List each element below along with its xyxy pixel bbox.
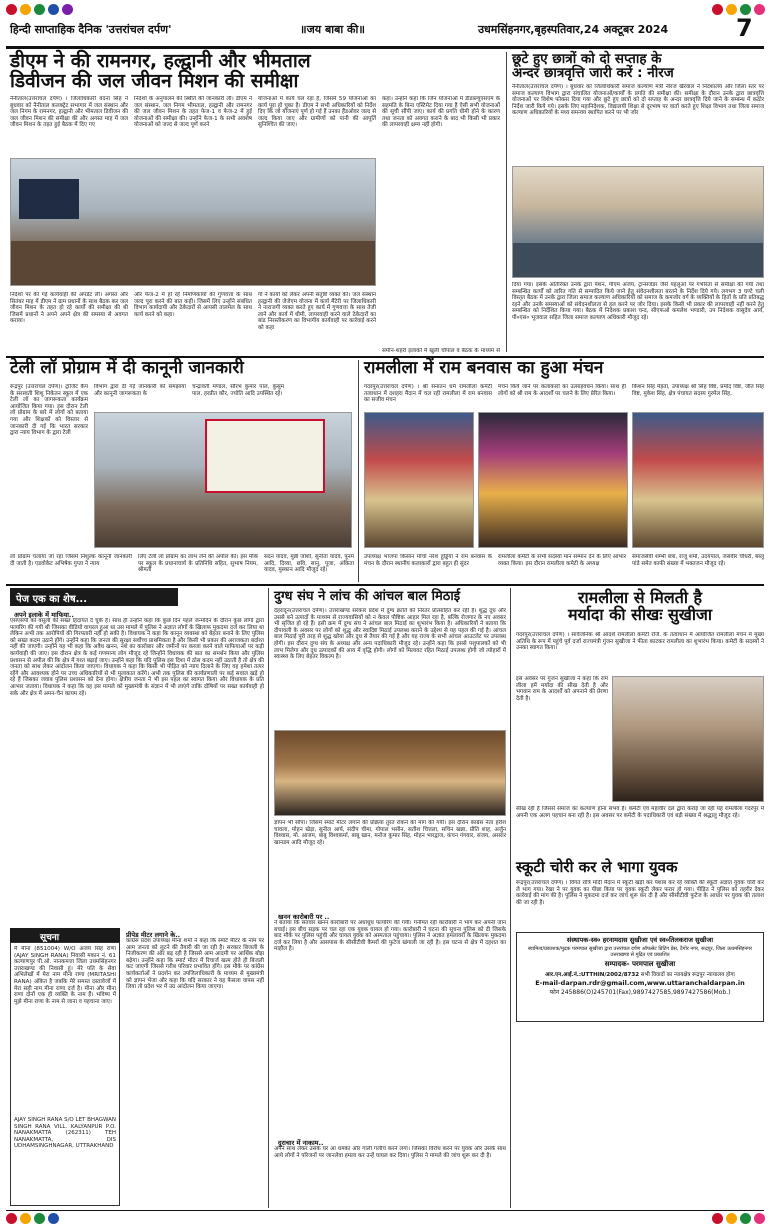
color-dot (34, 1213, 45, 1224)
telelaw-photo (94, 412, 352, 548)
scooty-text: रूद्रपुर(उत्तरांचल दर्पण) । विगत रात्रि मोदी मैदान में स्कूटी खड़ी कर पेशाब कर रहे व्यक्ति की स्कूटी अज्ञात युवक चोरी कर ले भाग गया। रेखा ने पर युवक का पीछा किया पर युवक स्कूटी लेकर फरार हो गया। पीड़ित ने पुलिस को तहरीर देकर कार्रवाई की मांग की है। पुलिस ने मुकदमा दर्ज कर जांच शुरू कर दी है और सीसीटीवी फुटेज के आधार पर युवक की तलाश की जा रही है। (516, 880, 764, 906)
page-number: 7 (736, 14, 753, 42)
imprint-founders (519, 935, 761, 944)
scooty-headline: स्कूटी चोरी कर ले भागा युवक (516, 858, 678, 876)
paper-name: हिन्दी साप्ताहिक दैनिक 'उत्तरांचल दर्पण' (10, 23, 172, 36)
ramleela-text-6: समाजसेवी शम्भी बत्रा, राजू शर्मा, उदयपाल, जसवीर चौधरी, बब्लू पांडे समेत काफी संख्या में भक्तजन मौजूद रहे। (632, 554, 764, 567)
ramleela-text-4: उपाध्यक्ष भाजपा किसान मोर्चा नरेश हुड्डिया ने राम बनवास के मंचन के दौरान स्थानीय कलाकारों द्वारा बहुत ही सुंदर (364, 554, 492, 567)
color-dot (34, 4, 45, 15)
imprint-jurisdiction: सभी विवादों का न्यायक्षेत्र रूद्रपुर न्यायालय होगा (640, 972, 735, 978)
dm-text-col3: योजनाओं में कार्य चल रहा है, जिसमें 59 योजनाओं का कार्य पूरा हो चुका है। डीएम ने सभी अधिकारियों को निर्देश दिए कि जो योजनाएं पूर्ण हो गई हैं उनका हैंडओवर जल्द से जल्द किया जाए और ग्रामीणों को पानी की आपूर्ति सुनिश्चित की जाए। (258, 96, 376, 129)
ramleela-photo-1 (364, 412, 474, 548)
scholarship-text-1: नैनीताल(उत्तरांचल दर्पण) । बुधवार को जिलाधिकारी समाज कल्याण मंत्री नीरज खैरवाल ने निदेशालय और जिला स्तर पर समाज कल्याण विभाग द्वारा संचालित योजनाओं/कार्यों के प्रगति की समीक्षा की। समीक्षा के दौरान उनके द्वारा छात्रवृत्ति योजनाओं पर विशेष फोकस दिया गया और छूटे हुए छात्रों को दो सप्ताह के अन्दर छात्रवृत्ति दिये जाने के सम्बन्ध में कठोर निर्देश जारी किये गये। इसके लिए महानिदेशक, विद्यालयी शिक्षा से दूरभाष पर वार्ता करते हुए शिक्षा विभाग तथा जिला समाज कल्याण अधिकारियों के मध्य समन्वय स्थापित करने पर भी जोर (512, 84, 764, 117)
color-dot (754, 1213, 765, 1224)
imprint-publisher: स्वामित्व/प्रकाशक/मुद्रक परमपाल सुखीजा द्वारा उत्तरांचल दर्पण ऑफसेट प्रिटिंग प्रेस, टैगोर नगर, रूद्रपुर, जिला ऊधमसिंहनगर उत्तराखण्ड से मुद्रित एवं प्रकाशित (527, 946, 753, 958)
doodh-text-4: अपने साथ लेकर उसके घर आ धमका और गाली गलौच करने लगा। जिसका विरोध करने पर युवक और उसके साथ आये लोगों ने परिजनों पर जानलेवा हमला कर उन्हें घायल कर दिया। पुलिस ने मामले की जांच शुरू कर दी है। (274, 1146, 506, 1159)
imprint-phone: फोन 245886(O)245701(Fax),9897427585,9897427586(Mob.) (549, 989, 731, 996)
telelaw-text-3: विभाग द्वारा दी गई जानकारी को समझाया और कानूनी जागरूकता के (94, 384, 186, 397)
telelaw-text-4: लिए टेली लॉ प्रोग्राम का लाभ लेने की अपील की। इस मौके पर स्कूल के प्रधानाचार्य के प्रतिनिधि सहित, सुभाष नियम, श्रीमती (138, 554, 258, 574)
suchna-box (10, 942, 120, 1206)
screen-shape (19, 179, 79, 219)
suchna-text: मैं मीना (851004) W/O अजय सिंह राणा (AJAY SINGH RANA) निवासी मकान नं. 61 कल्याणपुर पी.ओ. नानकमत्ता जिला उधमसिंहनगर उत्तराखण्ड की निवासी हूं। मेरे पति के सेवा अभिलेखों में मेरा नाम मीना राणा (MRITASHI RANA) अंकित है जबकि मेरे समस्त दस्तावेजों में मेरा सही नाम मीना राणा दर्ज है। मीना और मीना राणा दोनों एक ही व्यक्ति के नाम हैं। भविष्य में मुझे मीना राणा के नाम से जाना व पहचाना जाए। (14, 946, 116, 1005)
scholarship-headline (512, 52, 762, 80)
color-dot (740, 1213, 751, 1224)
imprint-email: E-mail-darpan.rdr@gmail.com,www.uttaranchaldarpan.in (535, 979, 745, 987)
imprint-box (516, 932, 764, 1022)
color-dot (6, 4, 17, 15)
doodh-text-2: ज्ञापन भी सौंपा। जिसमें स्मार्ट मीटर लगाने की प्रक्रिया तुरंत रोकने की मांग की गयी। इस दौरान कांग्रेस नेता हरीश चावला, मोहन खेड़ा, सुनील आर्य, संदीप चीमा, गोपाल भसीन, सतीश चित्तला, सचिन खन्ना, प्रीति शाह, अर्जुन विश्वास, मो. आजम, बाबू विश्वकर्मा, बाबू खान, मनोज कुमार सिंह, मोहन भारद्वाज, कंचन गंगवार, संजय, असरार खानडम आदि मौजूद रहे। (274, 820, 506, 846)
color-dot (62, 4, 73, 15)
section-rule (6, 584, 764, 586)
masthead-rule (6, 46, 764, 49)
dm-headline-line1: डीएम ने की रामनगर, हल्द्वानी और भीमताल (10, 50, 311, 72)
ramleela-photo-2 (478, 412, 628, 548)
telelaw-text-6: संदन यादव, मुन्नी जोशी, सुनीता यादव, पूनम आदि, दिव्या, छवि, सानु, पूजा, अंकिता यादव, मुस्कान आदि मौजूद रहे। (264, 554, 354, 574)
imprint-rni-number: आर.एन.आई.नं.:UTTHIN/2002/8732 (545, 972, 640, 978)
dm-meeting-photo (10, 158, 376, 286)
doodh-text-3: ने बताया कि सतवार खनन कारोबारी पर अंधाधुंध फायरिंग की गयी। गनीमत रही कारोबारी ने भाग कर अपनी जान बचाई। इस बीच सड़क पर चल रहा एक युवक घायल हो गया। कारोबारी ने घटना की सूचना पुलिस को दी जिसके बाद मौके पर पुलिस पहुंची और घायल युवक को अस्पताल पहुंचाया। पुलिस ने अज्ञात हमलावरों के खिलाफ मुकदमा दर्ज कर लिया है और आसपास के सीसीटीवी कैमरों की फुटेज खंगाली जा रही है। इस घटना से क्षेत्र में दहशत का माहौल है। (274, 920, 506, 953)
peja-bar-label: पेज एक का शेष... (16, 594, 88, 605)
color-dot (726, 1213, 737, 1224)
dm-text-col7: गों ने कार्यों को लेकर अपनी संतुष्टि व्यक्त की। जल संस्थान हल्द्वानी की जेजेएम योजना में कार्य मैंटेरी पर जिलाधिकारी ने नाराजगी व्यक्त करते हुए कार्य में गुणवत्ता के साथ तेजी लाने और कार्य में धीमी, लापरवाही करने वाले ठेकेदारों का बांड निरस्तीकरण का विभागीय कार्यवाही पर कार्रवाई करने को कहा (258, 292, 376, 331)
suchna-bar-label: सूचना (40, 933, 60, 943)
dm-text-col6: और फेज-2 में हो रहे निर्माणकार्यों की गुणवत्ता के साथ जल्द पूरा करने की बात कही। जिसमें लिए उन्होंने संबंधित विभाग कार्यदायी और ठेकेदारों से आपसी तालमेल के साथ कार्य करने को कहा। (134, 292, 252, 318)
ramleela-text-5: रामलीला कमेटी के सभी सदस्यों मान सम्मान देने के लिए आभार व्यक्त किया। इस दौरान रामलीला कमेटी के अध्यक्ष (498, 554, 626, 567)
column-divider (510, 588, 511, 1208)
telelaw-text-2: लॉ प्रोग्राम चलाया जा रहा जिसमें निशुल्क कानूनी जानकारी दी जाती है। एडवोकेट अभिषेक गुप्ता ने न्याय (10, 554, 132, 567)
telelaw-headline: टेली लॉ प्रोग्राम में दी कानूनी जानकारी (10, 358, 244, 378)
suchna-address: AJAY SINGH RANA S/O LET BHAGWAN SINGH RANA VILL. KALYANPUR P.O. NANAKMATTA (262311) TEH NANAKMATTA, DIS UDHAMSINGHNAGAR, UTTRAKHAND (14, 1117, 116, 1150)
scholarship-headline-line1: छूटे हुए छात्रों को दो सप्ताह के (512, 51, 662, 67)
scholarship-headline-line2: अन्दर छात्रवृत्ति जारी करें : नीरज (512, 65, 674, 82)
column-divider (506, 52, 507, 352)
imprint-founder-1: संस्थापक-स्व० हरनामदास सुखीजा (566, 936, 648, 944)
color-dot (712, 4, 723, 15)
maryada-headline-line2: मर्यादा की सीखः सुखीजा (567, 604, 713, 624)
date-line: उधमसिंहनगर,बृहस्पतिवार,24 अक्टूबर 2024 (478, 23, 669, 36)
maryada-headline-line1: रामलीला से मिलती है (577, 588, 703, 607)
dm-text-col2: निर्देशों के अनुपालन की स्थिति की जानकारी ली। डीएम ने जल संस्थान, जल निगम भीमताल, हल्द्वानी और रामनगर की जल जीवन मिशन के तहत फेज-1 व फेज-2 में हुई योजनाओं की समीक्षा की। उन्होंने फेज-1 के सभी अवशेष योजनाओं को जल्द से जल्द पूर्ण करने (134, 96, 252, 129)
table-shape (11, 241, 376, 286)
color-dot (754, 4, 765, 15)
telelaw-text-5: चन्द्रावती मण्डल, सौरभ कुमार पाल, कुसुम पाल, हरप्रीत कौर, ज्योति आदि उपस्थित रहे। (192, 384, 284, 397)
scholarship-photo (512, 166, 764, 278)
column-divider (268, 588, 269, 1208)
maryada-headline (516, 590, 764, 624)
color-dot (20, 1213, 31, 1224)
ramleela-headline: रामलीला में राम बनवास का हुआ मंचन (364, 358, 604, 378)
smartmeter-text: कांग्रेस प्रदेश उपाध्यक्ष मीना शर्मा ने कहा कि स्मार्ट मीटर के नाम पर आम जनता को लूटने की तैयारी की जा रही है। सरकार बिजली के निजीकरण की ओर बढ़ रही है जिससे आम आदमी पर आर्थिक बोझ बढ़ेगा। उन्होंने कहा कि स्मार्ट मीटर में रिचार्ज खत्म होते ही बिजली कट जाएगी जिससे गरीब परिवार प्रभावित होंगे। इस मौके पर कांग्रेस कार्यकर्ताओं ने प्रदर्शन कर उपजिलाधिकारी के माध्यम से मुख्यमंत्री को ज्ञापन भेजा और कहा कि यदि सरकार ने यह फैसला वापस नहीं लिया तो प्रदेश भर में उग्र आंदोलन किया जाएगा। (126, 938, 264, 991)
color-dot (48, 4, 59, 15)
table-shape (513, 243, 764, 278)
imprint-rni (519, 970, 761, 978)
dm-text-col8: समीन-शहरी इलाकों में खुली चौपाल व बैठक के माध्यम से (382, 348, 500, 354)
telelaw-text-1: रूद्रपुर (उत्तरांचल दर्पण)। ट्रांजिट कैंप के सरस्वती शिशु निकेतन स्कूल में एक टेली लॉ का जागरूकता कार्यक्रम आयोजित किया गया। इस दौरान टेली लॉ प्रोग्राम के बारे में लोगों को बताया गया और शिक्षकों को विस्तार से जानकारी दी गई कि भारत सरकार द्वारा न्याय विभाग के द्वारा टेली (10, 384, 88, 437)
dm-headline (10, 52, 500, 92)
maryada-text-3: सीख रही है जिससे समाज का कल्याण होना संभव है। कमेटी एवं महावीर दल द्वारा कराई जा रही यह रामलीला गदरपुर में अपनी एक अलग पहचान बना रही है। इस अवसर पर कमेटी के पदाधिकारी एवं बड़ी संख्या में श्रद्धालु मौजूद रहे। (516, 806, 764, 819)
dm-text-col5: निर्देशों पर की गई कार्यवाही की अपडेट ली। अगस्त और सितंबर माह में डीएम ने ग्राम प्रधानों के साथ बैठक कर जल जीवन मिशन के तहत हो रहे कार्यों की समीक्षा की थी जिसमें प्रधानों ने अपने अपने क्षेत्र की समस्या से अवगत कराया। (10, 292, 128, 325)
peja-text: एसएसपी को वसूली की सख्त हिदायत दे चुके हैं। साथ ही उन्होंने कहा कि कुछ दिन पहले जन्मदिन के दौरान कुछ लोगों द्वारा फायरिंग की गयी थी जिसका वीडियो वायरल हुआ था उस मामले में पुलिस ने अज्ञात लोगों के खिलाफ मुकदमा दर्ज कर लिया था लेकिन अभी तक आरोपियों की गिरफ्तारी नहीं हो सकी है। विधायक ने कहा कि कानून व्यवस्था को बेहतर बनाने के लिए पुलिस को सख्त कदम उठाने होंगे। उन्होंने कहा कि जनता की सुरक्षा सर्वोच्च प्राथमिकता है और किसी भी प्रकार की अराजकता बर्दाश्त नहीं की जाएगी। उन्होंने यह भी कहा कि अवैध खनन, नशे का कारोबार और जमीनों पर कब्जा करने वाले माफियाओं पर कड़ी कार्यवाही की जाए। इस दौरान क्षेत्र के कई गणमान्य लोग मौजूद रहे जिन्होंने विधायक की बात का समर्थन किया और पुलिस प्रशासन से अपील की कि क्षेत्र में गश्त बढ़ाई जाए। उन्होंने कहा कि यदि पुलिस इस दिशा में ठोस कदम नहीं उठाती है तो क्षेत्र की जनता को साथ लेकर आंदोलन किया जाएगा। विधायक ने कहा कि किसी भी पीड़ित को न्याय दिलाने के लिए वह हमेशा तत्पर रहेंगे और आवश्यक होने पर उच्च अधिकारियों से भी मुलाकात करेंगे। अभी तक पुलिस की कार्यप्रणाली पर कई सवाल खड़े हो रहे हैं जिसका जवाब पुलिस प्रशासन को देना होगा। क्षेत्रीय जनता ने भी इस पहल का स्वागत किया और विधायक के प्रति आभार जताया। विधायक ने कहा कि वह इस मामले को मुख्यमंत्री के संज्ञान में भी लाएंगे ताकि दोषियों पर सख्त कार्यवाही हो सके और क्षेत्र में अमन-चैन कायम रहे। (10, 618, 264, 697)
banner-shape (205, 419, 325, 493)
color-dot (6, 1213, 17, 1224)
ramleela-text-2: मंचन किये जाने पर कलाकारों का उत्साहवर्धन किया। साथ ही लोगों को श्री राम के आदर्शों पर चलने के लिए प्रेरित किया। (498, 384, 626, 397)
dm-text-col1: नैनीताल(उत्तरांचल दर्पण) । जिलाधिकारी वंदना सिंह ने बुधवार को नैनीताल कलक्ट्रेट सभागार में जल संस्थान और जल निगम के रामनगर, हल्द्वानी और भीमताल डिवीजन की जल जीवन मिशन की समीक्षा की और अगस्त माह में जल जीवन मिशन के तहत हुई बैठक में दिए गए (10, 96, 128, 129)
suchna-bar (10, 928, 120, 942)
color-dot (48, 1213, 59, 1224)
jai-baba-ki: ॥जय बाबा की॥ (300, 23, 365, 36)
scholarship-text-2: दिया गया। इसके अतिरिक्त उनके द्वारा पेंशन, पीएम अजय, ट्रान्सजेंडर जैसे पहलुओं पर गंभीरता से समीक्षा की गयी तथा सम्बन्धित कार्यों को त्वरित गति से सम्पादित किये जाने हेतु संवेदनशीलता बरतने के निर्देश दिये गये। लगभग 3 घण्टे चली विस्तृत बैठक में उनके द्वारा जिला समाज कल्याण अधिकारियों को समाज के कमजोर वर्ग के व्यक्तियों के हितों के प्रति प्रतिबद्ध रहने और उनके समस्याओं को संवेदनशीलता से हल करने पर जोर दिया। इसके किसी भी प्रकार की लापरवाही नहीं करने हेतु सम्बन्धित को निर्देशित किया गया। बैठक में निदेशक प्रकाश चन्द, सीएफओ कमलेश भण्डारी, उप निदेशक वासुदेव आर्य, पी०एस० भूजवाल सहित जिला समाज कल्याण अधिकारी मौजूद रहे। (512, 282, 764, 321)
masthead (0, 0, 770, 50)
dm-text-col4: कहा। उन्होंने कहा कि जिन योजनाओं में डीडब्ल्यूएसएम के सहमति के बिना एस्टिमेट दिया गया है ऐसी सभी योजनाओं की सूची सौंपी जाए। कार्य की प्रगति धीमी होने के कारण तथा जनता को अवगत कराने के बाद भी किसी भी प्रकार की लापरवाही क्षम्य नहीं होगी। (382, 96, 500, 129)
color-dot (20, 4, 31, 15)
maryada-text-2: इस अवसर पर गुंजन सुखीजा ने कहा कि राम लीला हमें मर्यादा की सीख देती है और भगवान राम के आदर्शों को अपनाने की प्रेरणा देती है। (516, 676, 608, 702)
maryada-photo (612, 676, 764, 802)
doodh-lead-3: खनन कारोबारी पर .. (278, 913, 330, 921)
doodh-photo (274, 730, 506, 816)
imprint-founder-2: एवं स्व०तिलकराज सुखीजा (649, 936, 714, 944)
ramleela-text-1: गदरपुर(उत्तरांचल दर्पण) । श्री सनातन धर्म रामलीला कमेटी तत्वाधान में दशहरा मैदान में चल रही रामलीला में राम बनवास का सजीव मंचन (364, 384, 492, 404)
imprint-editor: सम्पादक- परमपाल सुखीजा (604, 960, 676, 968)
footer-rule (6, 1210, 764, 1211)
ramleela-text-3: किशन सिंह मेहता, उपाध्यक्ष श्री सिंह विष्ट, प्रमोद विष्ट, जीत सिंह विष्ट, मुकेश सिंह, क्षेत्र पंचायत सदस्य गुरमेल सिंह, (632, 384, 764, 397)
doodh-lead-4: दुराचार में नाकाम.. (278, 1139, 324, 1147)
smartmeter-lead: प्रीपेड मीटर लगाने के.. (126, 931, 181, 939)
doodh-headline: दुग्ध संघ ने लांच की आंचल बाल मिठाई (274, 589, 461, 604)
peja-lead: अपने इलाके में माफिया.. (14, 611, 74, 619)
maryada-text-1: गदरपुर(उत्तरांचल दर्पण) । सार्वजनिक श्री आदर्श रामलीला कमेटी रजि. के तत्वाधान में आयोजित रामलीला मंचन में मुख्य अतिथि के रूप में पहुंचे पूर्व दर्जा राज्यमंत्री गुंजन सुखीजा ने फीता काटकर रामलीला का शुभारंभ किया। कमेटी के सदस्यों ने उनका स्वागत किया। (516, 632, 764, 652)
dm-headline-line2: डिवीजन की जल जीवन मिशन की समीक्षा (10, 69, 299, 92)
color-dot (712, 1213, 723, 1224)
ramleela-photo-3 (632, 412, 764, 548)
doodh-text: देहरादून(उत्तरांचल दर्पण)। उत्तराखण्ड सरकार प्रदेश में दुग्ध क्रांति को निरंतर प्रोत्साहित कर रही है। शुद्ध दूध और उससे बने उत्पादों के माध्यम से राज्यवासियों को न केवल पौष्टिक आहार मिल रहा है, बल्कि रोजगार के नए अवसर भी सृजित हो रहे हैं। इसी क्रम में दुग्ध संघ ने आंचल बाल मिठाई का शुभारंभ किया है। अधिकारियों ने बताया कि दीपावली के अवसर पर लोगों को शुद्ध और स्वादिष्ट मिठाई उपलब्ध कराने के उद्देश्य से यह पहल की गई है। आंचल बाल मिठाई पूरी तरह से शुद्ध खोया और दूध से तैयार की गई है और यह राज्य के सभी आंचल आउटलेट पर उपलब्ध होगी। इस दौरान दुग्ध संघ के अध्यक्ष और अन्य पदाधिकारी मौजूद रहे। उन्होंने कहा कि इससे पशुपालकों को भी लाभ मिलेगा और दूध उत्पादकों की आय में वृद्धि होगी। लोगों को मिलावट रहित मिठाई उपलब्ध होगी जो त्योहारों में स्वास्थ्य के लिए बेहतर विकल्प है। (274, 608, 506, 661)
peja-bar (10, 588, 178, 606)
column-divider (358, 360, 359, 582)
